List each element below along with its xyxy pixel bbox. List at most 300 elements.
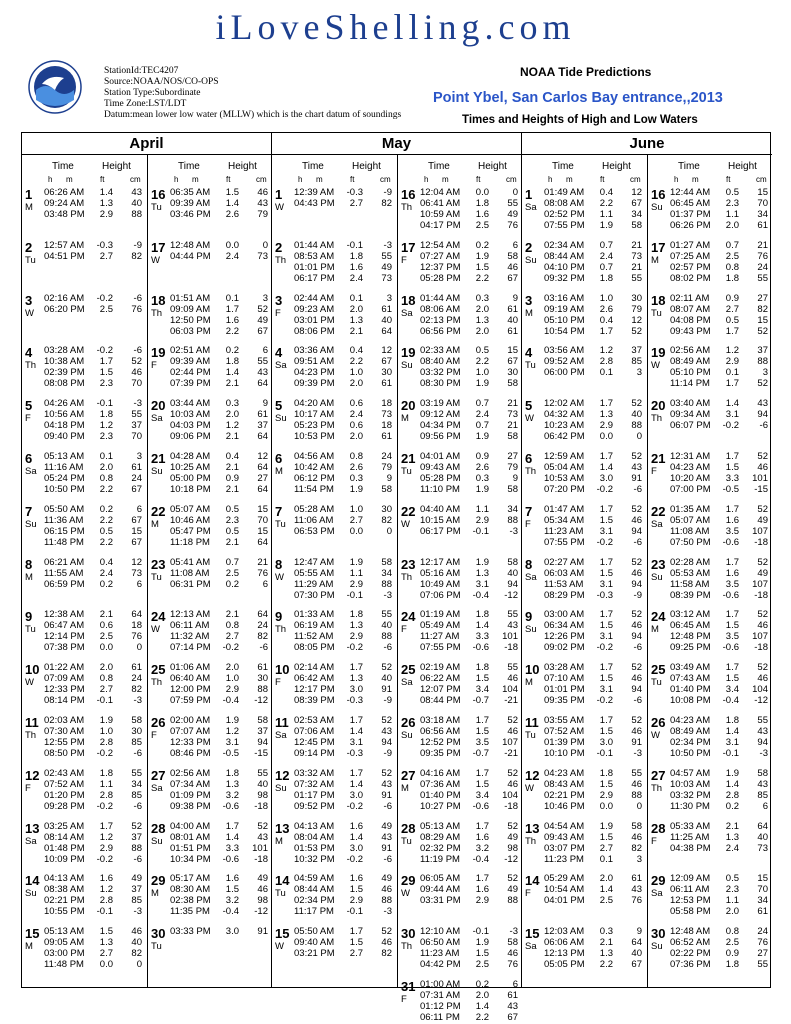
tide-time: 12:50 PM [170, 314, 211, 326]
tide-time: 07:50 PM [670, 536, 711, 548]
meta-line: Station Type:Subordinate [104, 88, 201, 98]
tide-height-cm: 91 [381, 789, 392, 801]
tide-row [648, 642, 773, 653]
tide-height-cm: -3 [133, 695, 142, 707]
tide-height-ft: 2.0 [475, 303, 489, 315]
day-number: 23 [401, 556, 416, 572]
tide-time: 03:00 PM [44, 948, 85, 960]
tide-row [272, 590, 397, 601]
tide-height-ft: 0.2 [99, 578, 113, 590]
tide-height-ft: 1.7 [725, 556, 739, 568]
tide-height-ft: 2.1 [99, 609, 113, 621]
tide-time: 12:10 AM [420, 926, 461, 938]
tide-height-ft: 1.4 [599, 462, 613, 473]
tide-height-ft: 1.4 [99, 187, 113, 198]
tide-row [522, 220, 647, 231]
weekday: F [275, 677, 281, 689]
tide-row [648, 926, 773, 937]
tide-height-ft: 0.9 [225, 473, 239, 484]
tide-height-ft: -0.3 [596, 589, 613, 601]
tide-time: 12:57 AM [44, 239, 85, 251]
tide-height-ft: -0.2 [346, 853, 363, 865]
tide-height-ft: -0.1 [722, 748, 739, 759]
tide-height-ft: 1.7 [225, 820, 239, 832]
tide-row [648, 462, 773, 473]
tide-row [648, 895, 773, 906]
day-number: 29 [651, 873, 666, 889]
tide-time: 12:39 AM [294, 187, 335, 198]
weekday: M [275, 835, 283, 847]
day-number: 9 [525, 609, 533, 625]
tide-height-ft: 1.7 [599, 451, 613, 462]
day-number: 1 [25, 187, 33, 202]
tide-height-ft: 2.0 [349, 303, 363, 315]
weekday: Tu [651, 307, 662, 319]
tide-height-ft: 1.9 [599, 220, 613, 231]
tide-time: 01:39 PM [544, 737, 585, 748]
day-number: 20 [651, 398, 666, 414]
day-number: 14 [25, 873, 40, 889]
tide-row [398, 568, 523, 579]
tide-height-cm: 73 [631, 250, 642, 262]
tide-row [148, 515, 273, 526]
tide-time: 06:17 PM [420, 525, 461, 537]
tide-row [648, 409, 773, 420]
tide-time: 07:52 AM [544, 726, 585, 737]
tide-row [22, 926, 147, 937]
tide-time: 09:40 AM [294, 937, 335, 949]
tide-height-ft: 0.1 [599, 853, 613, 865]
tide-time: 04:16 AM [420, 767, 461, 779]
tide-height-cm: -12 [504, 589, 518, 601]
tide-height-ft: -0.4 [222, 906, 239, 918]
tide-height-cm: 43 [507, 1001, 518, 1012]
tide-height-ft: 1.5 [225, 884, 239, 896]
tide-time: 12:09 AM [670, 873, 711, 885]
tide-row [272, 293, 397, 304]
tide-height-cm: 61 [381, 431, 392, 443]
tide-height-ft: -0.1 [472, 525, 489, 537]
tide-row [398, 345, 523, 356]
tide-height-ft: 2.9 [475, 895, 489, 907]
tide-height-cm: 55 [631, 272, 642, 284]
tide-height-ft: 1.7 [599, 398, 613, 410]
tide-time: 10:50 PM [670, 748, 711, 759]
tide-height-ft: 1.7 [725, 378, 739, 390]
tide-row [398, 715, 523, 726]
tide-row [272, 345, 397, 356]
tide-row [22, 801, 147, 812]
day-number: 27 [651, 767, 666, 783]
tide-row [148, 673, 273, 684]
tide-height-cm: 64 [381, 325, 392, 337]
tide-height-cm: 73 [257, 250, 268, 262]
tide-row [398, 895, 523, 906]
tide-row [148, 854, 273, 865]
weekday: M [401, 413, 409, 425]
tide-height-cm: 82 [131, 250, 142, 262]
tide-row [648, 293, 773, 304]
weekday: M [25, 941, 33, 953]
tide-time: 06:11 PM [420, 1012, 460, 1023]
tide-time: 04:01 AM [420, 451, 461, 462]
tide-time: 03:32 PM [420, 367, 461, 379]
tide-height-ft: 1.5 [725, 462, 739, 473]
day-number: 15 [275, 926, 290, 942]
tide-height-ft: 3.5 [475, 737, 489, 748]
tide-height-ft: -0.2 [96, 800, 113, 812]
tide-height-cm: 34 [757, 209, 768, 220]
tide-height-ft: -0.3 [96, 239, 113, 251]
tide-height-cm: -9 [133, 239, 142, 251]
tide-height-cm: 52 [131, 820, 142, 832]
tide-height-ft: 1.1 [475, 503, 489, 515]
tide-height-ft: 1.7 [725, 503, 739, 515]
tide-height-cm: 64 [257, 484, 268, 495]
tide-height-cm: 85 [131, 737, 142, 748]
tide-row [648, 198, 773, 209]
tide-row [522, 768, 647, 779]
tide-time: 02:43 AM [44, 767, 85, 779]
tide-height-ft: 2.9 [725, 356, 739, 368]
weekday: Th [525, 835, 537, 847]
tide-row [522, 642, 647, 653]
tide-time: 05:29 AM [544, 873, 585, 885]
tide-row [22, 431, 147, 442]
tide-height-cm: 6 [262, 345, 268, 357]
unit-header: m [316, 175, 323, 184]
tide-row [272, 515, 397, 526]
tide-row [272, 895, 397, 906]
tide-row [522, 262, 647, 273]
tide-time: 07:20 PM [544, 484, 585, 495]
tide-height-ft: 1.7 [599, 662, 613, 674]
tide-height-cm: 61 [507, 325, 518, 337]
tide-height-cm: 55 [257, 356, 268, 368]
day-number: 28 [651, 820, 666, 836]
tide-row [272, 609, 397, 620]
tide-height-ft: 2.1 [225, 484, 239, 495]
tide-height-cm: 30 [507, 367, 518, 379]
tide-row [22, 378, 147, 389]
tide-height-ft: 2.9 [349, 631, 363, 643]
day-number: 10 [525, 662, 540, 678]
weekday: Tu [651, 677, 662, 689]
tide-time: 10:53 AM [544, 473, 585, 484]
tide-height-cm: -6 [383, 642, 392, 654]
tide-time: 10:55 PM [44, 906, 85, 918]
tide-height-cm: 61 [381, 378, 392, 390]
tide-row [398, 1001, 523, 1012]
tide-height-ft: 2.3 [725, 884, 739, 896]
tide-height-cm: -3 [383, 906, 392, 918]
tide-height-cm: 30 [131, 726, 142, 737]
weekday: W [525, 413, 534, 425]
tide-time: 04:03 PM [170, 420, 211, 432]
day-number: 30 [651, 926, 666, 942]
tide-height-cm: -18 [254, 853, 268, 865]
tide-height-ft: -0.5 [222, 748, 239, 759]
tide-height-ft: 2.7 [99, 250, 113, 262]
tide-height-cm: 52 [631, 662, 642, 674]
tide-row [648, 590, 773, 601]
tide-time: 03:33 PM [170, 926, 211, 938]
tide-height-cm: 82 [381, 198, 392, 209]
tide-time: 11:30 PM [670, 800, 710, 812]
tide-row [148, 315, 273, 326]
weekday: Sa [651, 888, 663, 900]
tide-height-cm: 82 [631, 842, 642, 854]
tide-height-ft: 2.0 [349, 378, 363, 390]
tide-row [648, 451, 773, 462]
tide-height-ft: 2.8 [599, 356, 613, 368]
weekday: W [25, 677, 34, 689]
tide-row [398, 398, 523, 409]
tide-time: 12:48 AM [670, 926, 711, 938]
tide-height-cm: -12 [254, 906, 268, 918]
tide-height-ft: 2.9 [99, 842, 113, 854]
tide-height-ft: 2.1 [225, 431, 239, 443]
tide-height-cm: 46 [257, 884, 268, 896]
tide-height-cm: -3 [509, 926, 518, 938]
tide-row [648, 504, 773, 515]
tide-time: 04:20 AM [294, 398, 335, 410]
tide-time: 11:17 PM [294, 906, 334, 918]
tide-height-ft: 1.9 [99, 715, 113, 726]
tide-time: 06:31 PM [170, 578, 211, 590]
tide-height-ft: 0.0 [99, 642, 113, 654]
tide-time: 09:52 PM [294, 800, 335, 812]
tide-height-ft: 3.5 [725, 525, 739, 537]
tide-time: 10:42 AM [294, 462, 335, 473]
tide-height-ft: 0.0 [599, 431, 613, 443]
tide-height-cm: 49 [381, 873, 392, 885]
tide-time: 11:25 AM [670, 831, 710, 843]
tide-height-ft: 1.4 [725, 778, 739, 790]
tide-height-cm: 27 [757, 292, 768, 304]
tide-height-cm: 76 [257, 567, 268, 579]
day-number: 8 [25, 556, 33, 572]
tide-row [22, 345, 147, 356]
tide-height-ft: 1.7 [599, 325, 613, 337]
tide-height-ft: 2.0 [599, 873, 613, 885]
tide-height-ft: 1.7 [599, 609, 613, 621]
tide-time: 04:28 AM [170, 451, 211, 462]
tide-height-cm: 24 [131, 473, 142, 484]
tide-height-ft: -0.1 [96, 695, 113, 707]
tide-height-cm: -6 [133, 800, 142, 812]
tide-time: 02:19 AM [420, 662, 461, 674]
tide-row [272, 356, 397, 367]
tide-height-ft: -0.1 [346, 906, 363, 918]
tide-row [398, 262, 523, 273]
tide-height-cm: 61 [757, 220, 768, 231]
unit-header: ft [100, 175, 105, 184]
tide-row [272, 262, 397, 273]
tide-height-ft: 2.2 [475, 356, 489, 368]
tide-height-ft: 1.5 [475, 778, 489, 790]
day-number: 23 [651, 556, 666, 572]
tide-row [648, 609, 773, 620]
weekday: Th [651, 413, 663, 425]
tide-height-ft: 3.1 [725, 737, 739, 748]
tide-height-cm: 49 [257, 314, 268, 326]
tide-row [22, 293, 147, 304]
tide-height-ft: 2.2 [599, 198, 613, 209]
tide-height-cm: 88 [757, 356, 768, 368]
tide-time: 08:30 AM [170, 884, 211, 896]
tide-row [272, 557, 397, 568]
unit-header: h [548, 175, 553, 184]
tide-time: 02:33 AM [420, 345, 461, 357]
tide-height-cm: 58 [507, 937, 518, 949]
tide-height-cm: 70 [257, 514, 268, 526]
tide-height-ft: 1.5 [349, 937, 363, 949]
tide-height-cm: 46 [757, 620, 768, 632]
tide-row [272, 420, 397, 431]
tide-row [648, 684, 773, 695]
tide-row [648, 748, 773, 759]
tide-time: 10:56 AM [44, 409, 85, 421]
tide-height-ft: 0.2 [475, 979, 489, 990]
tide-height-ft: 2.7 [349, 948, 363, 960]
tide-row [148, 345, 273, 356]
tide-time: 02:34 PM [670, 737, 711, 748]
tide-height-ft: 1.5 [599, 514, 613, 526]
tide-height-cm: 30 [257, 673, 268, 685]
tide-row [522, 895, 647, 906]
tide-height-ft: 1.0 [349, 367, 363, 379]
tide-height-cm: -3 [633, 748, 642, 759]
tide-time: 12:53 PM [670, 895, 711, 907]
day-number: 11 [25, 715, 39, 730]
tide-time: 10:53 PM [294, 431, 335, 443]
tide-height-ft: 1.9 [599, 820, 613, 832]
tide-height-cm: 67 [257, 325, 268, 337]
tide-height-ft: 1.7 [349, 662, 363, 674]
tide-row [398, 843, 523, 854]
weekday: W [151, 624, 160, 636]
tide-height-ft: 1.8 [475, 662, 489, 674]
tide-time: 04:54 AM [544, 820, 585, 832]
tide-row [522, 620, 647, 631]
tide-time: 03:28 AM [44, 345, 85, 357]
tide-height-ft: -0.4 [722, 695, 739, 707]
tide-time: 10:17 AM [294, 409, 335, 421]
tide-height-cm: 40 [631, 948, 642, 960]
day-number: 5 [25, 398, 33, 414]
tide-height-ft: 2.7 [725, 303, 739, 315]
tide-time: 10:09 PM [44, 853, 85, 865]
tide-time: 06:45 AM [670, 620, 711, 632]
tide-height-cm: 58 [131, 715, 142, 726]
tide-height-cm: 9 [512, 473, 518, 484]
tide-height-ft: 3.0 [225, 926, 239, 938]
tide-time: 11:48 PM [44, 959, 84, 971]
tide-height-ft: 2.9 [349, 578, 363, 590]
tide-time: 10:25 AM [170, 462, 211, 473]
tide-row [22, 484, 147, 495]
tide-height-ft: 2.0 [225, 662, 239, 674]
tide-row [648, 420, 773, 431]
tide-time: 09:23 AM [294, 303, 335, 315]
tide-time: 04:13 AM [44, 873, 85, 885]
tide-time: 12:44 AM [670, 187, 711, 198]
tide-time: 03:55 AM [544, 715, 585, 726]
tide-height-cm: 52 [381, 715, 392, 726]
tide-row [272, 873, 397, 884]
tide-height-cm: -9 [633, 589, 642, 601]
tide-height-ft: 1.7 [349, 926, 363, 938]
tide-row [22, 462, 147, 473]
tide-row [398, 884, 523, 895]
tide-time: 09:12 AM [420, 409, 461, 421]
tide-height-cm: 73 [757, 842, 768, 854]
day-number: 17 [401, 239, 416, 255]
tide-height-cm: 58 [507, 250, 518, 262]
tide-height-cm: 61 [257, 662, 268, 674]
weekday: M [25, 202, 33, 213]
tide-height-ft: 0.8 [725, 926, 739, 938]
unit-header: h [298, 175, 303, 184]
tide-height-cm: 64 [257, 536, 268, 548]
tide-height-cm: 43 [507, 620, 518, 632]
tide-height-cm: 94 [757, 737, 768, 748]
tide-height-cm: -9 [383, 695, 392, 707]
tide-row [272, 198, 397, 209]
tide-time: 09:44 AM [420, 884, 461, 896]
tide-row [648, 801, 773, 812]
tide-height-ft: 1.7 [599, 556, 613, 568]
tide-time: 02:03 AM [44, 715, 85, 726]
tide-height-cm: 6 [136, 578, 142, 590]
tide-height-ft: 1.3 [349, 314, 363, 326]
day-number: 19 [401, 345, 416, 361]
tide-time: 10:32 PM [294, 853, 335, 865]
tide-height-ft: 1.9 [475, 431, 489, 443]
tide-height-ft: 1.5 [225, 187, 239, 198]
tide-time: 01:09 PM [170, 789, 211, 801]
tide-row [272, 631, 397, 642]
tide-time: 10:03 AM [170, 409, 211, 421]
tide-height-ft: 3.5 [725, 631, 739, 643]
tide-height-cm: 24 [757, 261, 768, 273]
tide-row [522, 854, 647, 865]
tide-height-ft: 1.6 [99, 873, 113, 885]
tide-row [522, 695, 647, 706]
tide-time: 08:46 PM [170, 748, 211, 759]
tide-height-ft: 1.1 [599, 209, 613, 220]
tide-time: 05:24 PM [44, 473, 85, 484]
tide-height-ft: 2.6 [475, 462, 489, 473]
tide-height-ft: 1.5 [475, 948, 489, 960]
tide-time: 10:54 PM [544, 325, 585, 337]
tide-row [398, 631, 523, 642]
tide-height-ft: 2.5 [99, 631, 113, 643]
weekday: Th [151, 307, 163, 319]
tide-height-cm: 15 [257, 525, 268, 537]
tide-time: 04:43 PM [294, 198, 335, 209]
tide-time: 11:14 PM [670, 378, 710, 390]
tide-time: 01:01 PM [294, 261, 335, 273]
tide-height-ft: -0.2 [96, 345, 113, 357]
weekday: Th [25, 360, 37, 372]
tide-time: 12:59 AM [544, 451, 585, 462]
tide-row [22, 504, 147, 515]
tide-row [148, 557, 273, 568]
tide-height-ft: 1.2 [225, 726, 239, 737]
tide-row [648, 345, 773, 356]
